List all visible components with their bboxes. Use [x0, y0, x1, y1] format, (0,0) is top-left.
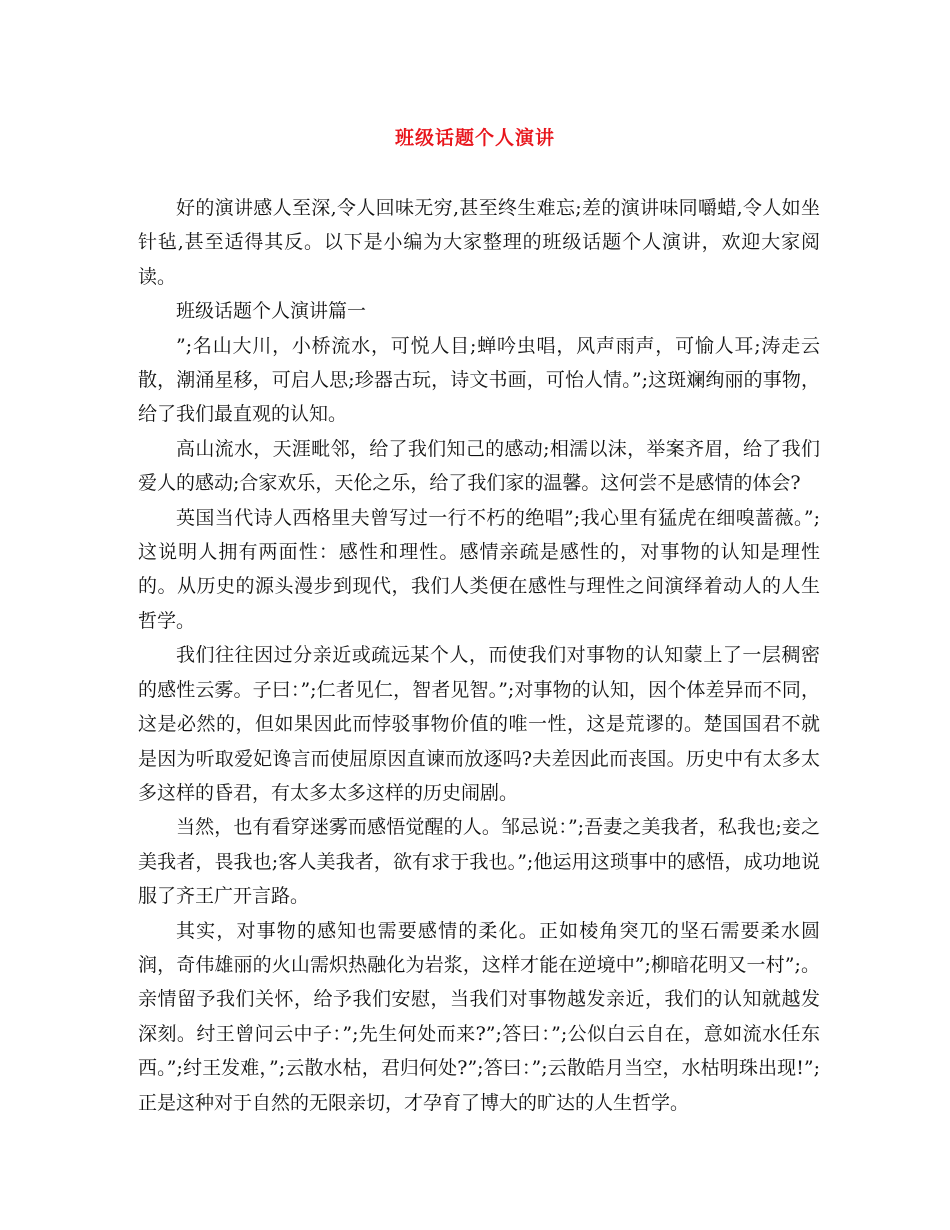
- paragraph: 高山流水，天涯毗邻，给了我们知己的感动;相濡以沫，举案齐眉，给了我们爱人的感动;合家欢乐，天伦之乐，给了我们家的温馨。这何尝不是感情的体会?: [138, 437, 820, 495]
- document-body: [138, 191, 820, 1120]
- paragraph: 英国当代诗人西格里夫曾写过一行不朽的绝唱”;我心里有猛虎在细嗅蔷薇。”;这说明人拥有两面性：感性和理性。感情亲疏是感性的，对事物的认知是理性的。从历史的源头漫步到现代，我们人类便在感性与理性之间演绎着动人的人生哲学。: [138, 506, 820, 632]
- paragraph: ”;名山大川，小桥流水，可悦人目;蝉吟虫唱，风声雨声，可愉人耳;涛走云散，潮涌星移，可启人思;珍器古玩，诗文书画，可怡人情。”;这斑斓绚丽的事物，给了我们最直观的认知。: [138, 334, 820, 426]
- paragraph: 其实，对事物的感知也需要感情的柔化。正如棱角突兀的坚石需要柔水圆润，奇伟雄丽的火山需炽热融化为岩浆，这样才能在逆境中”;柳暗花明又一村”;。亲情留予我们关怀，给予我们安慰，当我们对事物越发亲近，我们的认知就越发深刻。纣王曾问云中子：”;先生何处而来?”;答曰：”;公似白云自在，意如流水任东西。”;纣王发难，”;云散水枯，君归何处?”;答曰：”;云散皓月当空，水枯明珠出现!”;正是这种对于自然的无限亲切，才孕育了博大的旷达的人生哲学。: [138, 919, 820, 1114]
- section-heading: 班级话题个人演讲篇一: [176, 300, 367, 323]
- paragraph: 我们往往因过分亲近或疏远某个人，而使我们对事物的认知蒙上了一层稠密的感性云雾。子曰：”;仁者见仁，智者见智。”;对事物的认知，因个体差异而不同，这是必然的，但如果因此而悖驳事物价值的唯一性，这是荒谬的。楚国国君不就是因为听取爱妃谗言而使屈原因直谏而放逐吗?夫差因此而丧国。历史中有太多太多这样的昏君，有太多太多这样的历史闹剧。: [138, 644, 820, 804]
- paragraph: 当然，也有看穿迷雾而感悟觉醒的人。邹忌说：”;吾妻之美我者，私我也;妾之美我者，畏我也;客人美我者，欲有求于我也。”;他运用这琐事中的感悟，成功地说服了齐王广开言路。: [138, 816, 820, 908]
- document-title: 班级话题个人演讲: [394, 127, 555, 149]
- paragraph-intro: 好的演讲感人至深,令人回味无穷,甚至终生难忘;差的演讲味同嚼蜡,令人如坐针毡,甚至适得其反。以下是小编为大家整理的班级话题个人演讲，欢迎大家阅读。: [138, 197, 820, 288]
